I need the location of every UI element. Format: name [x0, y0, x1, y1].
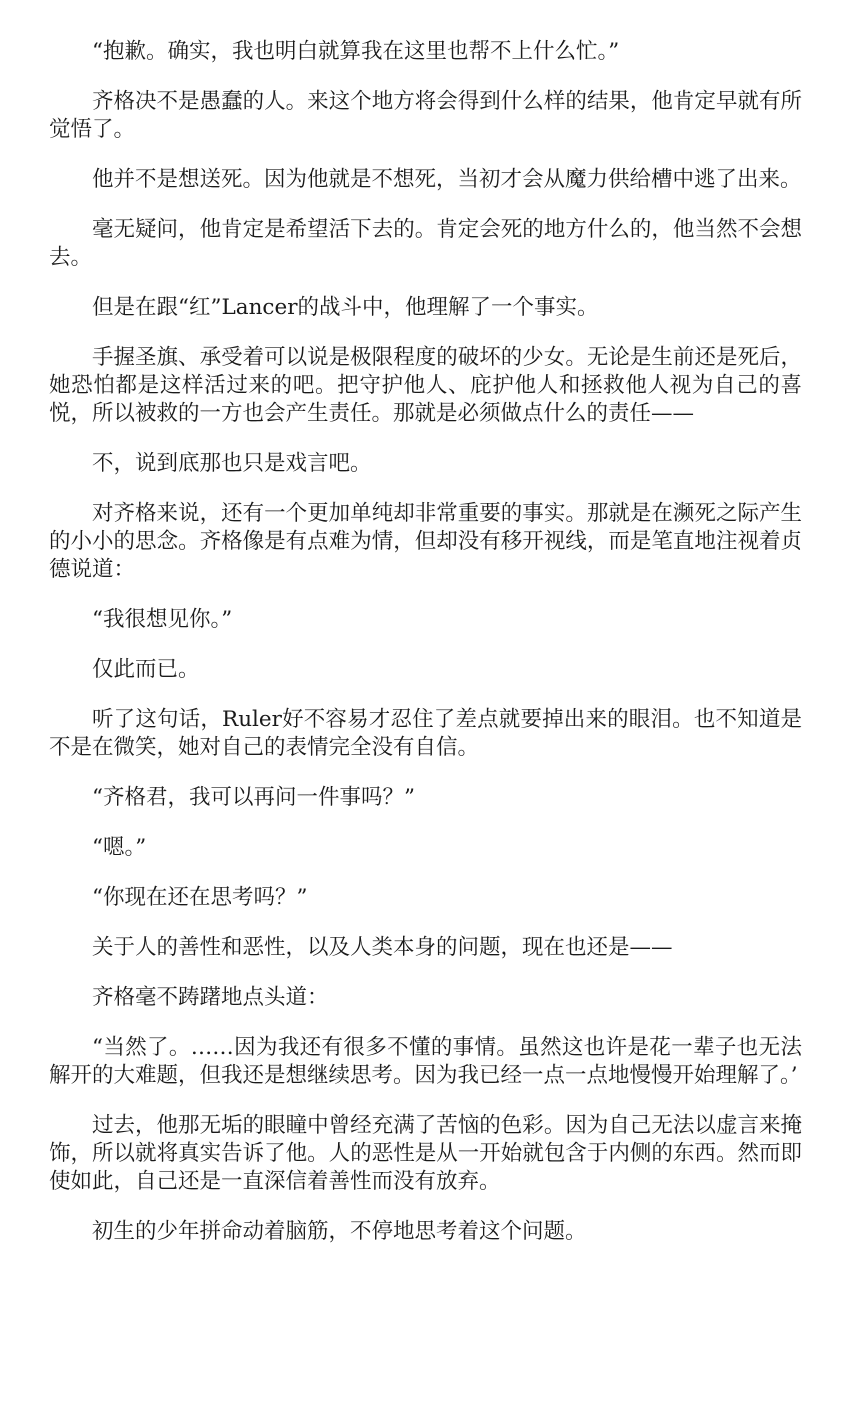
paragraph: 对齐格来说，还有一个更加单纯却非常重要的事实。那就是在濒死之际产生的小小的思念。齐格像是有点难为情，但却没有移开视线，而是笔直地注视着贞德说道： — [49, 501, 802, 582]
paragraph: “嗯。” — [92, 835, 147, 860]
paragraph: “齐格君，我可以再问一件事吗？” — [92, 785, 415, 810]
paragraph: 齐格毫不踌躇地点头道： — [92, 985, 329, 1010]
paragraph: 听了这句话，Ruler好不容易才忍住了差点就要掉出来的眼泪。也不知道是不是在微笑，她对自己的表情完全没有自信。 — [49, 707, 802, 760]
paragraph: 过去，他那无垢的眼瞳中曾经充满了苦恼的色彩。因为自己无法以虚言来掩饰，所以就将真实告诉了他。人的恶性是从一开始就包含于内侧的东西。然而即使如此，自己还是一直深信着善性而没有放弃。 — [49, 1113, 802, 1194]
paragraph: 不，说到底那也只是戏言吧。 — [92, 451, 372, 476]
paragraph: 齐格决不是愚蠢的人。来这个地方将会得到什么样的结果，他肯定早就有所觉悟了。 — [49, 89, 802, 142]
paragraph: 手握圣旗、承受着可以说是极限程度的破坏的少女。无论是生前还是死后，她恐怕都是这样活过来的吧。把守护他人、庇护他人和拯救他人视为自己的喜悦，所以被救的一方也会产生责任。那就是必须做点什么的责任—— — [49, 345, 802, 426]
document-page — [49, 38, 802, 1268]
paragraph: “我很想见你。” — [92, 607, 233, 632]
paragraph: 仅此而已。 — [92, 657, 200, 682]
paragraph: 毫无疑问，他肯定是希望活下去的。肯定会死的地方什么的，他当然不会想去。 — [49, 217, 802, 270]
paragraph: 但是在跟“红”Lancer的战斗中，他理解了一个事实。 — [92, 295, 599, 320]
paragraph: 他并不是想送死。因为他就是不想死，当初才会从魔力供给槽中逃了出来。 — [92, 167, 802, 192]
paragraph: “抱歉。确实，我也明白就算我在这里也帮不上什么忙。” — [92, 39, 620, 64]
paragraph: 初生的少年拼命动着脑筋，不停地思考着这个问题。 — [92, 1219, 587, 1244]
paragraph: “当然了。……因为我还有很多不懂的事情。虽然这也许是花一辈子也无法解开的大难题，但我还是想继续思考。因为我已经一点一点地慢慢开始理解了。’ — [49, 1035, 802, 1088]
paragraph: “你现在还在思考吗？” — [92, 885, 308, 910]
paragraph: 关于人的善性和恶性，以及人类本身的问题，现在也还是—— — [92, 935, 673, 960]
